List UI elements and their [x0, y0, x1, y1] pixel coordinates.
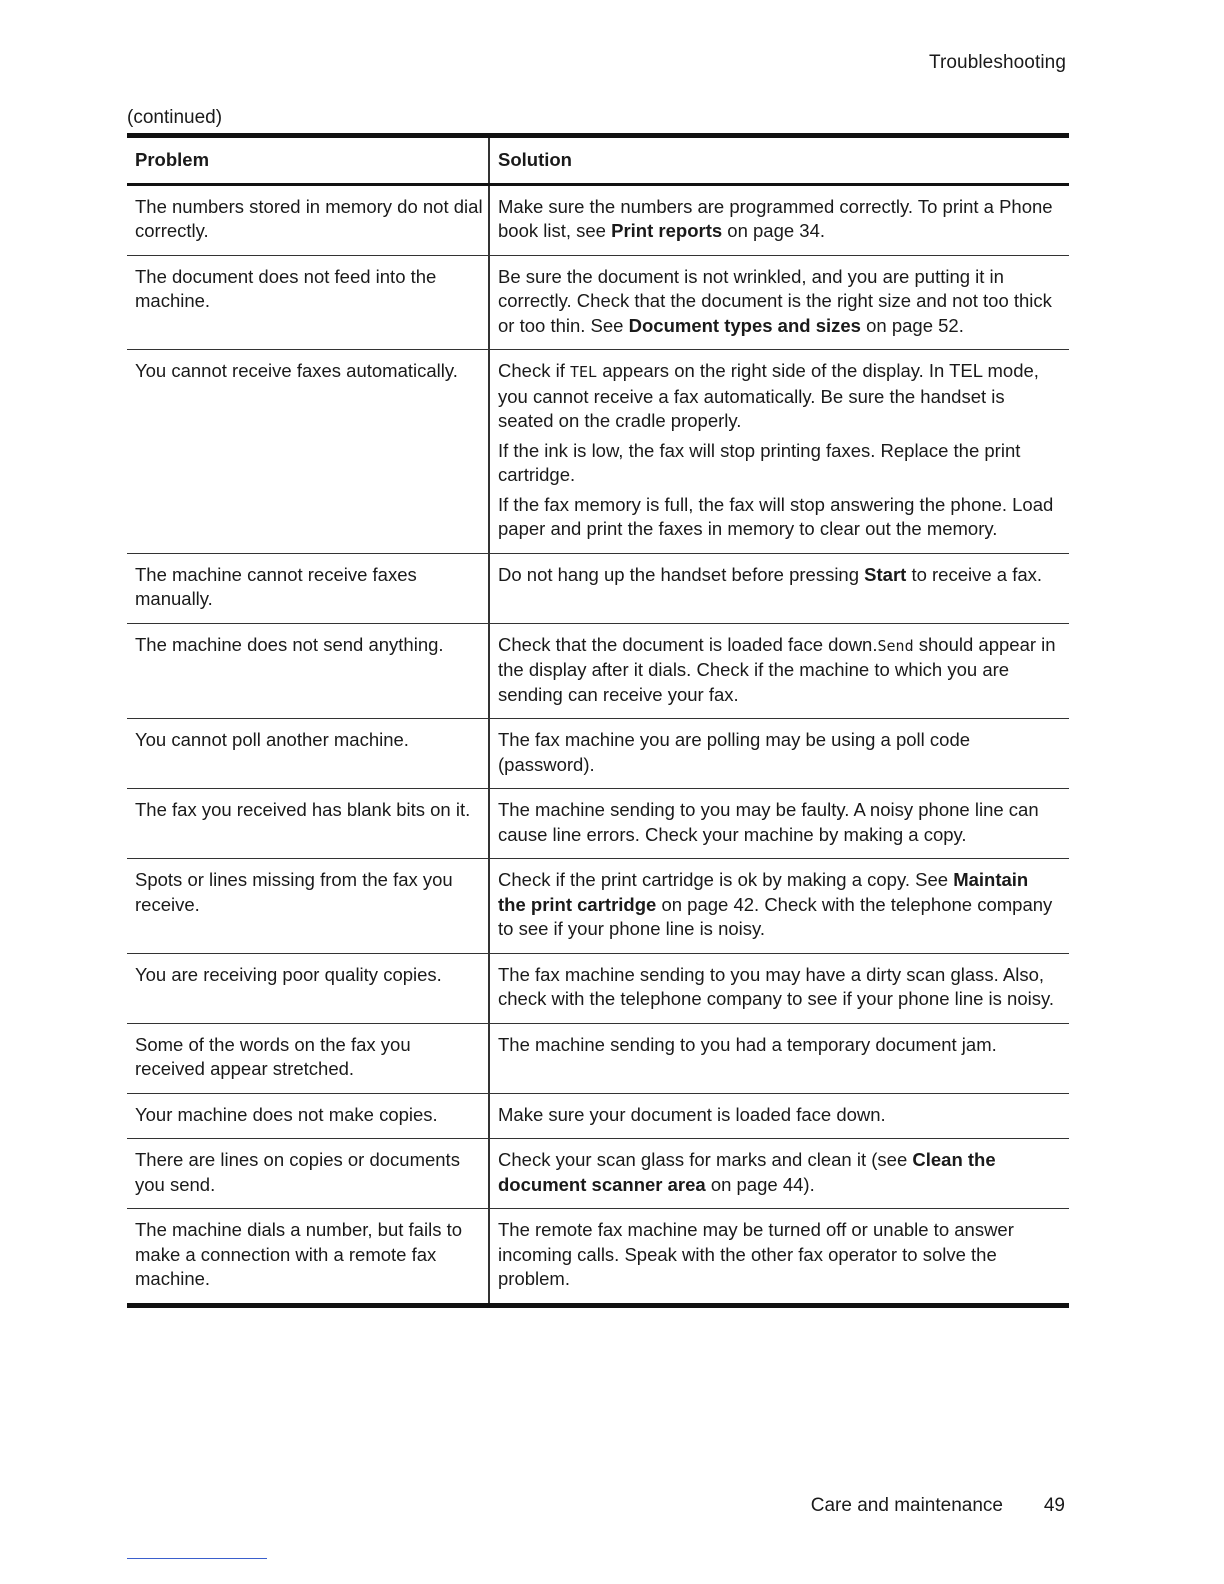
problem-cell: The fax you received has blank bits on it.: [127, 789, 489, 859]
problem-cell: Some of the words on the fax you received appear stretched.: [127, 1023, 489, 1093]
display-text: TEL: [569, 363, 598, 381]
solution-cell: [489, 553, 1069, 623]
solution-cell: [489, 350, 1069, 554]
solution-cell: [489, 1139, 1069, 1209]
solution-text: to receive a fax.: [906, 563, 1043, 585]
problem-cell: The machine dials a number, but fails to make a connection with a remote fax machine.: [127, 1209, 489, 1306]
problem-cell: Your machine does not make copies.: [127, 1093, 489, 1139]
table-row: [127, 719, 1069, 789]
column-header-problem: Problem: [127, 136, 489, 185]
solution-text: appears on the right side of the display. In TEL mode, you cannot receive a fax automatically. Be sure the handset is seated on the cradle properly.: [498, 360, 1039, 431]
solution-text: Check if: [498, 360, 570, 381]
solution-text: Be sure the document is not wrinkled, and you are putting it in correctly. Check that the document is the right size and not too thick or too thin. See: [498, 265, 1052, 336]
solution-text: on page 42. Check with the telephone company to see if your phone line is noisy.: [498, 893, 1053, 939]
table-row: [127, 623, 1069, 719]
problem-cell: The machine cannot receive faxes manually.: [127, 553, 489, 623]
troubleshooting-table: [127, 133, 1069, 1308]
solution-text: Make sure your document is loaded face down.: [498, 1103, 886, 1125]
solution-paragraph: [498, 439, 1061, 488]
solution-text: on page 44).: [705, 1173, 815, 1195]
solution-paragraph: [498, 1148, 1061, 1197]
problem-cell: You cannot receive faxes automatically.: [127, 350, 489, 554]
table-row: [127, 553, 1069, 623]
solution-text: should appear in the display after it dials. Check if the machine to which you are sending can receive your fax.: [498, 633, 1056, 705]
solution-cell: [489, 859, 1069, 954]
solution-cell: [489, 255, 1069, 350]
table-header-row: [127, 136, 1069, 185]
solution-text: If the ink is low, the fax will stop printing faxes. Replace the print cartridge.: [498, 439, 1021, 485]
solution-cell: [489, 1093, 1069, 1139]
table-row: [127, 1023, 1069, 1093]
table-row: [127, 859, 1069, 954]
solution-paragraph: [498, 868, 1061, 942]
problem-cell: The document does not feed into the machine.: [127, 255, 489, 350]
solution-paragraph: [498, 963, 1061, 1012]
solution-paragraph: [498, 1218, 1061, 1292]
problem-cell: You cannot poll another machine.: [127, 719, 489, 789]
solution-cell: [489, 789, 1069, 859]
solution-text: Make sure the numbers are programmed correctly. To print a Phone book list, see: [498, 195, 1053, 241]
solution-paragraph: [498, 493, 1061, 542]
solution-text: Check that the document is loaded face down.: [498, 633, 878, 655]
solution-text: on page 52.: [860, 314, 964, 336]
solution-paragraph: [498, 563, 1061, 588]
column-header-solution: Solution: [498, 149, 572, 170]
problem-cell: There are lines on copies or documents you send.: [127, 1139, 489, 1209]
solution-cell: [489, 623, 1069, 719]
problem-cell: You are receiving poor quality copies.: [127, 953, 489, 1023]
solution-text: Check if the print cartridge is ok by making a copy. See: [498, 869, 954, 890]
display-text: Send: [877, 636, 914, 655]
problem-cell: Spots or lines missing from the fax you receive.: [127, 859, 489, 954]
footer-page-number: 49: [1043, 1495, 1065, 1516]
table-row: [127, 1209, 1069, 1306]
solution-paragraph: [498, 798, 1061, 847]
solution-cell: [489, 953, 1069, 1023]
solution-paragraph: [498, 633, 1061, 708]
solution-cell: [489, 184, 1069, 255]
table-row: [127, 1139, 1069, 1209]
table-row: [127, 255, 1069, 350]
cross-reference-text: Clean the document scanner area: [498, 1149, 996, 1195]
solution-text: The remote fax machine may be turned off or unable to answer incoming calls. Speak with the other fax operator to solve the problem.: [498, 1219, 1014, 1289]
solution-text: The machine sending to you had a temporary document jam.: [498, 1033, 997, 1055]
solution-paragraph: [498, 195, 1061, 244]
table-row: [127, 953, 1069, 1023]
cross-reference-text: Print reports: [611, 220, 723, 241]
solution-paragraph: [498, 359, 1061, 434]
solution-paragraph: [498, 728, 1061, 777]
solution-paragraph: [498, 1033, 1061, 1058]
solution-text: The fax machine you are polling may be using a poll code (password).: [498, 729, 971, 775]
footer-section-name: Care and maintenance: [810, 1495, 1003, 1516]
cross-reference-text: Start: [864, 563, 907, 585]
page-header-title: Troubleshooting: [928, 52, 1066, 73]
solution-cell: [489, 1023, 1069, 1093]
solution-cell: [489, 1209, 1069, 1306]
table-body: [127, 184, 1069, 1305]
table-row: [127, 350, 1069, 554]
solution-text: If the fax memory is full, the fax will stop answering the phone. Load paper and print the faxes in memory to clear out the memory.: [498, 493, 1054, 539]
problem-cell: The machine does not send anything.: [127, 623, 489, 719]
solution-text: on page 34.: [722, 220, 826, 241]
table-row: [127, 184, 1069, 255]
solution-cell: [489, 719, 1069, 789]
table-row: [127, 1093, 1069, 1139]
continued-label: (continued): [127, 107, 223, 128]
cross-reference-text: Document types and sizes: [628, 314, 861, 336]
solution-text: Do not hang up the handset before pressing: [498, 563, 865, 585]
table-row: [127, 789, 1069, 859]
solution-text: Check your scan glass for marks and clean it (see: [498, 1149, 913, 1170]
cross-reference-text: Maintain the print cartridge: [498, 869, 1029, 915]
problem-cell: The numbers stored in memory do not dial correctly.: [127, 184, 489, 255]
solution-text: The machine sending to you may be faulty. A noisy phone line can cause line errors. Check your machine by making a copy.: [498, 799, 1039, 845]
solution-paragraph: [498, 265, 1061, 339]
solution-text: The fax machine sending to you may have a dirty scan glass. Also, check with the telephone company to see if your phone line is noisy.: [498, 963, 1055, 1009]
solution-paragraph: [498, 1103, 1061, 1128]
footer-rule: [127, 1558, 267, 1559]
